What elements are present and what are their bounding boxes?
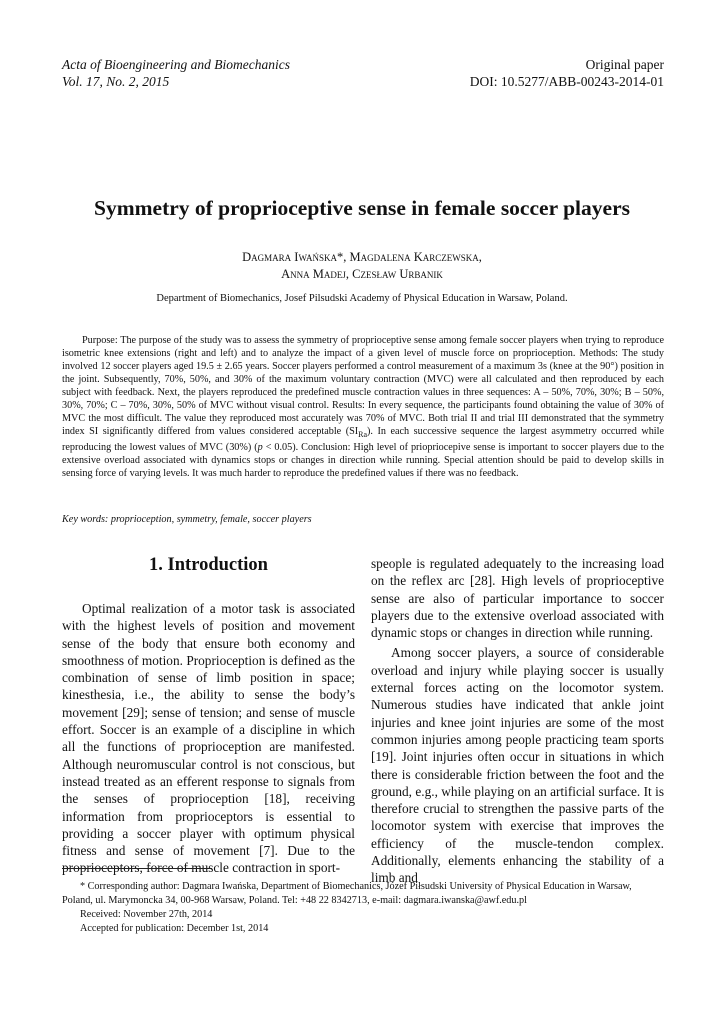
left-column — [62, 600, 355, 877]
abstract-text-3: < 0.05). Conclusion: High level of priopriocepive sense is important to soccer players due to the extensive overload associated with dynamics stops or changes in direction while running. Special attention should be paid to develop skills in sensing force of varying levels. It was much harder to reproduce the predefined values if there was no feedback. — [62, 442, 664, 480]
keywords-values: : proprioception, symmetry, female, soccer players — [104, 514, 312, 525]
accepted-date: Accepted for publication: December 1st, 2014 — [80, 923, 269, 934]
section-heading: 1. Introduction — [149, 555, 268, 575]
doi: DOI: 10.5277/ABB-00243-2014-01 — [469, 74, 664, 89]
intro-paragraph-continued: speople is regulated adequately to the increasing load on the reflex arc [28]. High levels of proprioceptive sense are also of particular importance to soccer players due to the extensive overload associated with dynamic stops or changes in direction while running. — [371, 556, 664, 641]
journal-name: Acta of Bioengineering and Biomechanics — [62, 57, 290, 72]
abstract — [62, 334, 664, 480]
keywords — [62, 514, 312, 525]
abstract-subscript: Ra — [358, 430, 368, 440]
right-column — [371, 555, 664, 887]
abstract-text-2: ). In each successive sequence the largest asymmetry occurred while reproducing the lowest values of MVC (30%) ( — [62, 426, 664, 454]
intro-paragraph-1: Optimal realization of a motor task is associated with the highest levels of position and movement sense of the body that ensure both economy and smoothness of motion. Proprioception is defined as the combination of sense of limb position in space; kinesthesia, i.e., the ability to sense the body’s movement [29]; sense of tension; and sense of muscle effort. Soccer is an example of a discipline in which all the functions of proprioception are manifested. Although neuromuscular control is not conscious, but instead treated as an efferent response to signals from the senses of proprioception [18], receiving information from proprioceptors is essential to providing a soccer player with optimum physical fitness and sense of movement [7]. Due to the proprioceptors, force of muscle contraction in sport- — [62, 601, 355, 876]
abstract-text-1: Purpose: The purpose of the study was to assess the symmetry of proprioceptive sense among female soccer players when trying to reproduce isometric knee extensions (right and left) and to analyze the impact of a given level of muscle force on proprioception. Methods: The study involved 12 soccer players aged 19.5 ± 2.65 years. Soccer players performed a control measurement of a maximum 3s (knee at the 90°) position in the joint. Subsequently, 70%, 50%, and 30% of the maximum voluntary contraction (MVC) were all calculated and then reproduced by each subject with feedback. Next, the players reproduced the predefined muscle contraction values in three sequences: A – 50%, 70%, 30%; B – 50%, 30%, 70%; C – 70%, 30%, 50% of MVC without visual control. Results: In every sequence, the participants found obtaining the value of 30% of MVC the most difficult. The value they reproduced most accurately was 70% of MVC. Both trial II and trial III demonstrated that the symmetry index SI significantly differed from values considered acceptable (SI — [62, 335, 664, 437]
received-date: Received: November 27th, 2014 — [80, 909, 213, 920]
journal-header — [62, 56, 290, 90]
intro-paragraph-2: Among soccer players, a source of considerable overload and injury while playing soccer is usually external forces acting on the locomotor system. Numerous studies have indicated that ankle joint injuries and knee joint injuries are some of the most common injuries among people practicing team sports [19]. Joint injuries often occur in situations in which there is considerable friction between the foot and the ground, e.g., while playing on an artificial surface. It is therefore crucial to strengthen the passive parts of the locomotor system with exercise that improves the efficiency of the muscle-tendon complex. Additionally, elements enhancing the stability of a limb and — [371, 645, 664, 886]
author-list — [60, 249, 664, 283]
abstract-p-symbol: p — [257, 442, 263, 454]
corresponding-author: * Corresponding author: Dagmara Iwańska, Department of Biomechanics, Józef Piłsudski University of Physical Education in Warsaw, Poland, ul. Marymoncka 34, 00-968 Warsaw, Poland. Tel: +48 22 8342713, e-mail: dagmara.iwanska@awf.edu.pl — [62, 881, 632, 906]
paper-type: Original paper — [585, 57, 664, 72]
footnote — [62, 880, 664, 936]
footnote-divider — [62, 868, 212, 869]
journal-volume: Vol. 17, No. 2, 2015 — [62, 74, 170, 89]
affiliation: Department of Biomechanics, Josef Pilsudski Academy of Physical Education in Warsaw, Poland. — [156, 293, 568, 304]
paper-info-header — [470, 56, 664, 90]
paper-title: Symmetry of proprioceptive sense in female soccer players — [94, 196, 630, 220]
keywords-label: Key words — [62, 514, 105, 525]
authors-line-2: Anna Madej, Czesław Urbanik — [281, 267, 443, 281]
authors-line-1: Dagmara Iwańska*, Magdalena Karczewska, — [242, 250, 482, 264]
